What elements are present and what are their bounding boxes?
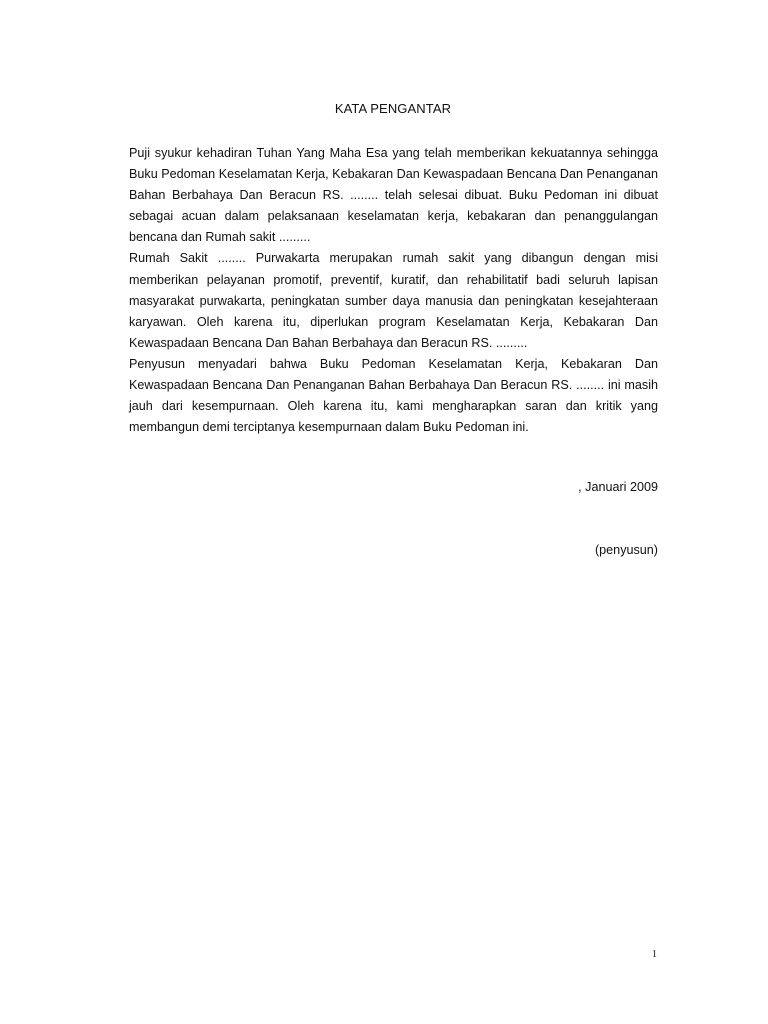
signature-line: (penyusun) — [594, 543, 658, 557]
paragraph-1: Puji syukur kehadiran Tuhan Yang Maha Esa yang telah memberikan kekuatannya sehingga Buku Pedoman Keselamatan Kerja, Kebakaran Dan Kewaspadaan Bencana Dan Penanganan Bahan Berbahaya Dan Beracun RS. ........ telah selesai dibuat. Buku Pedoman ini dibuat sebagai acuan dalam pelaksanaan keselamatan kerja, kebakaran dan penanggulangan bencana dan Rumah sakit ......... — [129, 146, 658, 245]
page-number: 1 — [652, 949, 657, 960]
page-title: KATA PENGANTAR — [334, 101, 452, 116]
paragraph-3: Penyusun menyadari bahwa Buku Pedoman Keselamatan Kerja, Kebakaran Dan Kewaspadaan Bencana Dan Penanganan Bahan Berbahaya Dan Beracun RS. ........ ini masih jauh dari kesempurnaan. Oleh karena itu, kami mengharapkan saran dan kritik yang membangun demi terciptanya kesempurnaan dalam Buku Pedoman ini. — [129, 356, 658, 435]
paragraph-2: Rumah Sakit ........ Purwakarta merupakan rumah sakit yang dibangun dengan misi memberikan pelayanan promotif, preventif, kuratif, dan rehabilitatif badi seluruh lapisan masyarakat purwakarta, peningkatan sumber daya manusia dan peningkatan kesejahteraan karyawan. Oleh karena itu, diperlukan program Keselamatan Kerja, Kebakaran Dan Kewaspadaan Bencana Dan Bahan Berbahaya dan Beracun RS. ......... — [129, 251, 658, 350]
date-line: , Januari 2009 — [578, 480, 658, 494]
body-text — [129, 143, 658, 438]
